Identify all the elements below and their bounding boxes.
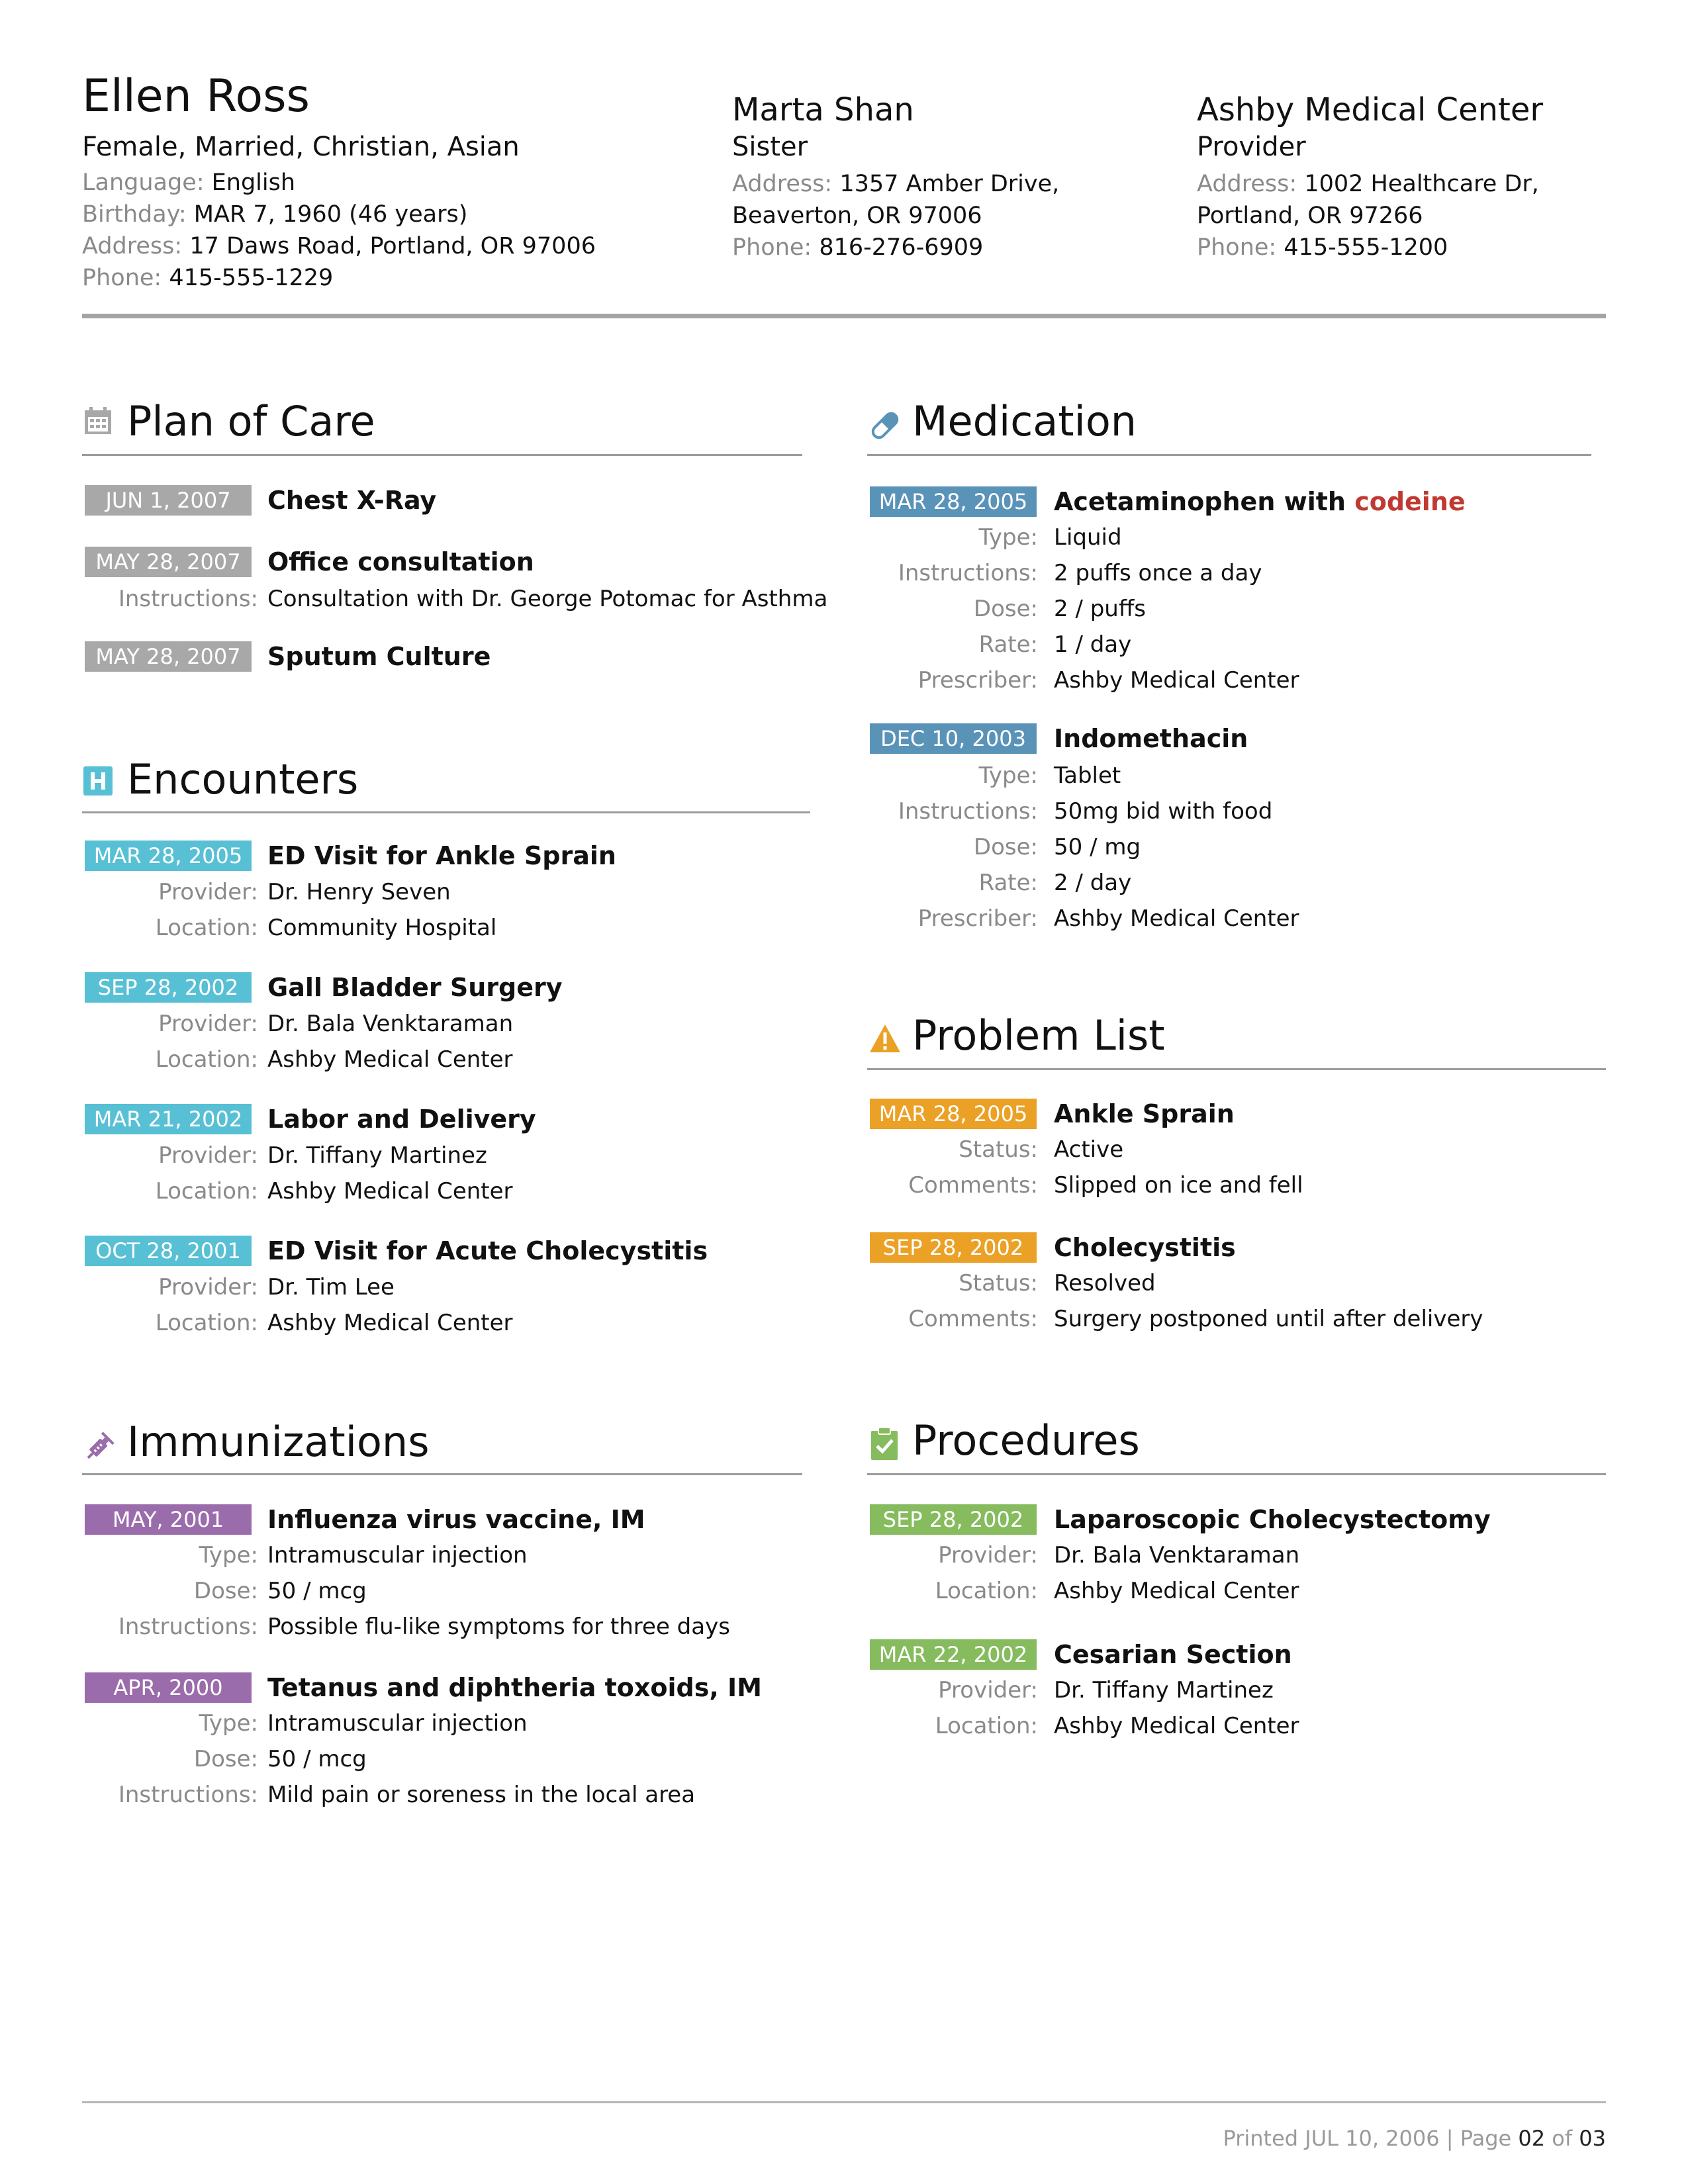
problem-status-value: Resolved [1054,1270,1156,1297]
medication-rate-label: Rate: [978,870,1038,896]
problem-comments-value: Slipped on ice and fell [1054,1172,1303,1199]
patient-phone [82,262,333,294]
medication-title-text [1054,486,1466,517]
patient-name: Ellen Ross [82,70,310,122]
phone-label: Phone: [82,265,162,291]
contact-address-label: Address: [732,171,833,197]
birthday-label: Birthday: [82,201,187,228]
encounter-provider-value: Dr. Henry Seven [267,879,451,905]
problem-list-title: Problem List [912,1011,1165,1060]
procedure-provider-label: Provider: [938,1542,1038,1569]
contact-phone-value: 816-276-6909 [819,234,984,261]
problem-title: Ankle Sprain [1054,1099,1235,1128]
encounters-divider [82,811,810,813]
phone-value: 415-555-1229 [169,265,334,291]
immunization-type-label: Type: [199,1710,258,1737]
encounter-title: ED Visit for Acute Cholecystitis [267,1236,708,1265]
encounter-provider-value: Dr. Tiffany Martinez [267,1142,487,1169]
language-label: Language: [82,169,205,196]
address-label: Address: [82,233,183,259]
problem-date-badge: SEP 28, 2002 [870,1232,1037,1263]
immunization-instructions-label: Instructions: [118,1782,258,1808]
calendar-icon [83,406,113,435]
immunization-title: Tetanus and diphtheria toxoids, IM [267,1673,762,1702]
footer-separator: | [1446,2126,1454,2151]
provider-name: Ashby Medical Center [1197,91,1544,128]
encounter-provider-value: Dr. Bala Venktaraman [267,1011,514,1037]
problem-date-badge: MAR 28, 2005 [870,1099,1037,1129]
immunization-dose-value: 50 / mcg [267,1578,367,1604]
plan-of-care-title: Plan of Care [127,397,375,445]
medication-rate-value: 2 / day [1054,870,1132,896]
page-footer [1223,2126,1606,2151]
encounter-location-label: Location: [155,1178,258,1205]
medication-type-value: Liquid [1054,524,1122,551]
provider-role: Provider [1197,132,1306,162]
contact-phone-label: Phone: [732,234,812,261]
immunizations-title: Immunizations [127,1418,430,1466]
procedure-location-value: Ashby Medical Center [1054,1713,1299,1739]
hospital-icon [83,766,113,796]
encounter-date-badge: MAR 28, 2005 [85,841,252,871]
plan-instructions-label: Instructions: [118,586,258,612]
medication-instructions-label: Instructions: [898,560,1038,586]
provider-phone-value: 415-555-1200 [1284,234,1448,261]
medication-prescriber-label: Prescriber: [917,667,1038,694]
patient-demographics: Female, Married, Christian, Asian [82,132,520,162]
patient-birthday [82,199,467,230]
language-value: English [211,169,296,196]
procedure-title: Cesarian Section [1054,1640,1292,1669]
warning-icon [868,1023,902,1054]
medication-instructions-label: Instructions: [898,798,1038,825]
medication-highlight: codeine [1354,487,1466,516]
encounter-title: Labor and Delivery [267,1105,536,1134]
encounter-location-value: Ashby Medical Center [267,1310,513,1336]
immunization-title: Influenza virus vaccine, IM [267,1505,645,1534]
procedure-location-label: Location: [935,1713,1038,1739]
problem-comments-label: Comments: [908,1172,1038,1199]
encounter-title: ED Visit for Ankle Sprain [267,841,616,870]
patient-address [82,230,596,262]
problem-status-label: Status: [959,1270,1038,1297]
procedure-provider-label: Provider: [938,1677,1038,1704]
provider-address-line2: Portland, OR 97266 [1197,203,1423,229]
pill-icon [867,408,903,443]
procedure-title: Laparoscopic Cholecystectomy [1054,1505,1491,1534]
encounter-location-value: Community Hospital [267,915,497,941]
provider-address-line1: 1002 Healthcare Dr, [1304,171,1539,197]
contact-address-line1: 1357 Amber Drive, [839,171,1060,197]
header-divider [82,314,1606,318]
medication-date-badge: DEC 10, 2003 [870,723,1037,754]
plan-item-title: Office consultation [267,547,534,576]
encounter-location-value: Ashby Medical Center [267,1046,513,1073]
procedure-provider-value: Dr. Bala Venktaraman [1054,1542,1300,1569]
procedure-date-badge: MAR 22, 2002 [870,1639,1037,1670]
procedures-title: Procedures [912,1416,1140,1465]
procedure-location-value: Ashby Medical Center [1054,1578,1299,1604]
address-value: 17 Daws Road, Portland, OR 97006 [189,233,596,259]
medication-dose-label: Dose: [973,596,1038,622]
problem-comments-label: Comments: [908,1306,1038,1332]
medication-date-badge: MAR 28, 2005 [870,486,1037,517]
medication-rate-value: 1 / day [1054,631,1132,658]
procedure-date-badge: SEP 28, 2002 [870,1504,1037,1535]
contact-name: Marta Shan [732,91,914,128]
procedure-location-label: Location: [935,1578,1038,1604]
footer-divider [82,2101,1606,2103]
medication-prescriber-label: Prescriber: [917,905,1038,932]
immunization-dose-label: Dose: [193,1746,258,1772]
birthday-value: MAR 7, 1960 (46 years) [193,201,468,228]
encounter-location-label: Location: [155,1310,258,1336]
problem-title: Cholecystitis [1054,1233,1236,1262]
plan-date-badge: JUN 1, 2007 [85,485,252,516]
immunization-date-badge: MAY, 2001 [85,1504,252,1535]
plan-date-badge: MAY 28, 2007 [85,547,252,577]
medication-type-label: Type: [978,524,1038,551]
encounter-title: Gall Bladder Surgery [267,973,563,1002]
encounter-provider-label: Provider: [158,1142,258,1169]
immunization-type-value: Intramuscular injection [267,1710,528,1737]
immunization-type-value: Intramuscular injection [267,1542,528,1569]
provider-phone-label: Phone: [1197,234,1277,261]
plan-of-care-divider [82,454,802,456]
medication-type-value: Tablet [1054,762,1121,789]
immunization-instructions-value: Mild pain or soreness in the local area [267,1782,696,1808]
plan-date-badge: MAY 28, 2007 [85,641,252,672]
problem-list-divider [867,1068,1606,1070]
immunization-type-label: Type: [199,1542,258,1569]
problem-status-label: Status: [959,1136,1038,1163]
medication-instructions-value: 50mg bid with food [1054,798,1273,825]
medication-name: Acetaminophen with [1054,487,1346,516]
encounter-provider-value: Dr. Tim Lee [267,1274,395,1300]
medication-dose-label: Dose: [973,834,1038,860]
immunizations-divider [82,1473,802,1475]
immunization-dose-label: Dose: [193,1578,258,1604]
medication-dose-value: 50 / mg [1054,834,1141,860]
encounter-provider-label: Provider: [158,1011,258,1037]
encounter-provider-label: Provider: [158,879,258,905]
medication-prescriber-value: Ashby Medical Center [1054,667,1299,694]
plan-item-title: Chest X-Ray [267,486,437,515]
medication-name: Indomethacin [1054,724,1248,753]
problem-status-value: Active [1054,1136,1124,1163]
medication-rate-label: Rate: [978,631,1038,658]
medication-type-label: Type: [978,762,1038,789]
of-label: of [1552,2126,1573,2151]
encounter-date-badge: SEP 28, 2002 [85,972,252,1003]
encounter-date-badge: MAR 21, 2002 [85,1104,252,1134]
provider-address-label: Address: [1197,171,1297,197]
procedures-divider [867,1473,1606,1475]
page-total: 03 [1579,2126,1606,2151]
encounter-location-value: Ashby Medical Center [267,1178,513,1205]
provider-address [1197,168,1539,200]
encounter-location-label: Location: [155,1046,258,1073]
problem-comments-value: Surgery postponed until after delivery [1054,1306,1483,1332]
immunization-instructions-label: Instructions: [118,1614,258,1640]
printed-date: Printed JUL 10, 2006 [1223,2126,1440,2151]
page-label: Page [1460,2126,1512,2151]
provider-phone [1197,232,1448,263]
contact-relation: Sister [732,132,808,162]
medication-prescriber-value: Ashby Medical Center [1054,905,1299,932]
encounter-provider-label: Provider: [158,1274,258,1300]
plan-item-title: Sputum Culture [267,642,491,671]
page-current: 02 [1518,2126,1546,2151]
medication-divider [867,454,1591,456]
encounter-location-label: Location: [155,915,258,941]
procedure-provider-value: Dr. Tiffany Martinez [1054,1677,1274,1704]
contact-address-line2: Beaverton, OR 97006 [732,203,982,229]
medication-title: Medication [912,397,1137,445]
clipboard-check-icon [870,1427,899,1461]
immunization-dose-value: 50 / mcg [267,1746,367,1772]
encounters-title: Encounters [127,755,359,803]
encounter-date-badge: OCT 28, 2001 [85,1236,252,1266]
medication-dose-value: 2 / puffs [1054,596,1146,622]
immunization-instructions-value: Possible flu-like symptoms for three days [267,1614,730,1640]
contact-phone [732,232,983,263]
plan-instructions-value: Consultation with Dr. George Potomac for Asthma [267,586,828,612]
immunization-date-badge: APR, 2000 [85,1672,252,1703]
medication-instructions-value: 2 puffs once a day [1054,560,1262,586]
patient-language [82,167,295,199]
syringe-icon [82,1430,117,1464]
contact-address [732,168,1059,200]
